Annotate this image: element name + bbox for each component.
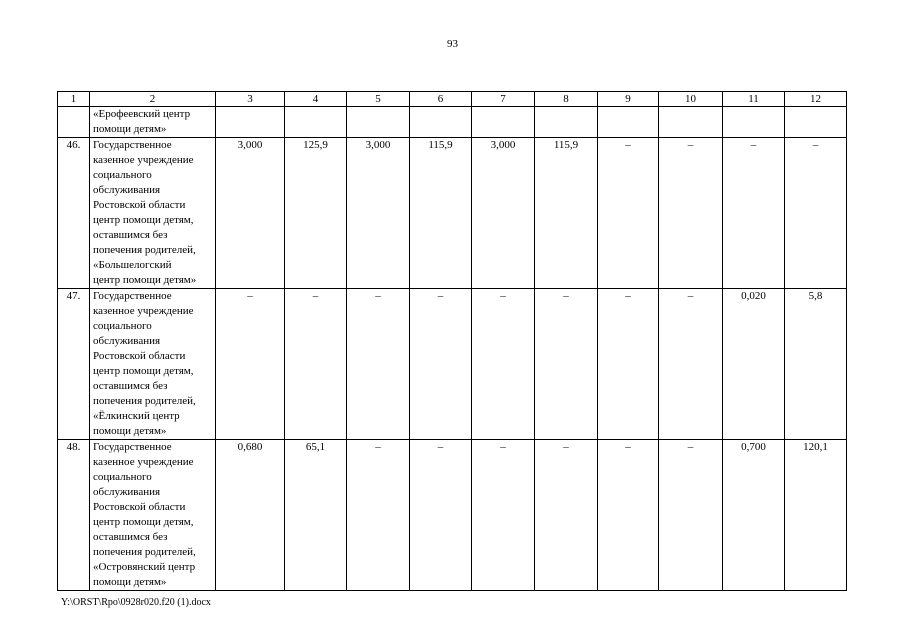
- cell-col-3: [216, 107, 285, 138]
- row-number: 48.: [58, 440, 90, 591]
- cell-col-10: –: [659, 289, 723, 440]
- institution-name: Государственное казенное учреждение социального обслуживания Ростовской области центр помощи детям, оставшимся без попечения родителей, «Островянский центр помощи детям»: [90, 440, 216, 591]
- header-col-1: 1: [58, 92, 90, 107]
- institution-name: Государственное казенное учреждение социального обслуживания Ростовской области центр помощи детям, оставшимся без попечения родителей, «Ёлкинский центр помощи детям»: [90, 289, 216, 440]
- cell-col-10: [659, 107, 723, 138]
- cell-col-6: [410, 107, 472, 138]
- cell-col-7: –: [472, 289, 535, 440]
- cell-col-12: –: [785, 138, 847, 289]
- cell-col-11: [723, 107, 785, 138]
- cell-col-7: 3,000: [472, 138, 535, 289]
- header-col-7: 7: [472, 92, 535, 107]
- cell-col-10: –: [659, 440, 723, 591]
- header-col-5: 5: [347, 92, 410, 107]
- institution-name: «Ерофеевский центр помощи детям»: [90, 107, 216, 138]
- cell-col-3: –: [216, 289, 285, 440]
- header-col-10: 10: [659, 92, 723, 107]
- header-col-3: 3: [216, 92, 285, 107]
- cell-col-5: –: [347, 440, 410, 591]
- row-number: [58, 107, 90, 138]
- row-number: 47.: [58, 289, 90, 440]
- header-col-2: 2: [90, 92, 216, 107]
- cell-col-5: –: [347, 289, 410, 440]
- cell-col-9: –: [598, 440, 659, 591]
- cell-col-12: 120,1: [785, 440, 847, 591]
- table-row: [58, 440, 847, 591]
- cell-col-8: [535, 107, 598, 138]
- cell-col-5: [347, 107, 410, 138]
- cell-col-7: –: [472, 440, 535, 591]
- table-header: [58, 92, 847, 107]
- table-row: [58, 289, 847, 440]
- cell-col-8: –: [535, 440, 598, 591]
- table-body: [58, 107, 847, 591]
- cell-col-11: 0,020: [723, 289, 785, 440]
- cell-col-8: 115,9: [535, 138, 598, 289]
- header-col-4: 4: [285, 92, 347, 107]
- table-row: [58, 107, 847, 138]
- cell-col-3: 0,680: [216, 440, 285, 591]
- cell-col-9: –: [598, 138, 659, 289]
- cell-col-10: –: [659, 138, 723, 289]
- cell-col-6: –: [410, 289, 472, 440]
- document-path-footer: Y:\ORST\Rpo\0928r020.f20 (1).docx: [61, 597, 211, 608]
- data-table-container: [57, 91, 846, 591]
- cell-col-4: [285, 107, 347, 138]
- cell-col-5: 3,000: [347, 138, 410, 289]
- header-col-8: 8: [535, 92, 598, 107]
- header-row: [58, 92, 847, 107]
- cell-col-4: 65,1: [285, 440, 347, 591]
- data-table: [57, 91, 847, 591]
- cell-col-6: –: [410, 440, 472, 591]
- cell-col-7: [472, 107, 535, 138]
- cell-col-11: 0,700: [723, 440, 785, 591]
- header-col-6: 6: [410, 92, 472, 107]
- header-col-12: 12: [785, 92, 847, 107]
- cell-col-9: –: [598, 289, 659, 440]
- institution-name: Государственное казенное учреждение социального обслуживания Ростовской области центр помощи детям, оставшимся без попечения родителей, «Большелогский центр помощи детям»: [90, 138, 216, 289]
- header-col-11: 11: [723, 92, 785, 107]
- header-col-9: 9: [598, 92, 659, 107]
- cell-col-9: [598, 107, 659, 138]
- cell-col-4: 125,9: [285, 138, 347, 289]
- cell-col-3: 3,000: [216, 138, 285, 289]
- cell-col-4: –: [285, 289, 347, 440]
- cell-col-12: 5,8: [785, 289, 847, 440]
- cell-col-6: 115,9: [410, 138, 472, 289]
- cell-col-8: –: [535, 289, 598, 440]
- cell-col-11: –: [723, 138, 785, 289]
- table-row: [58, 138, 847, 289]
- page-number: 93: [447, 38, 458, 50]
- row-number: 46.: [58, 138, 90, 289]
- cell-col-12: [785, 107, 847, 138]
